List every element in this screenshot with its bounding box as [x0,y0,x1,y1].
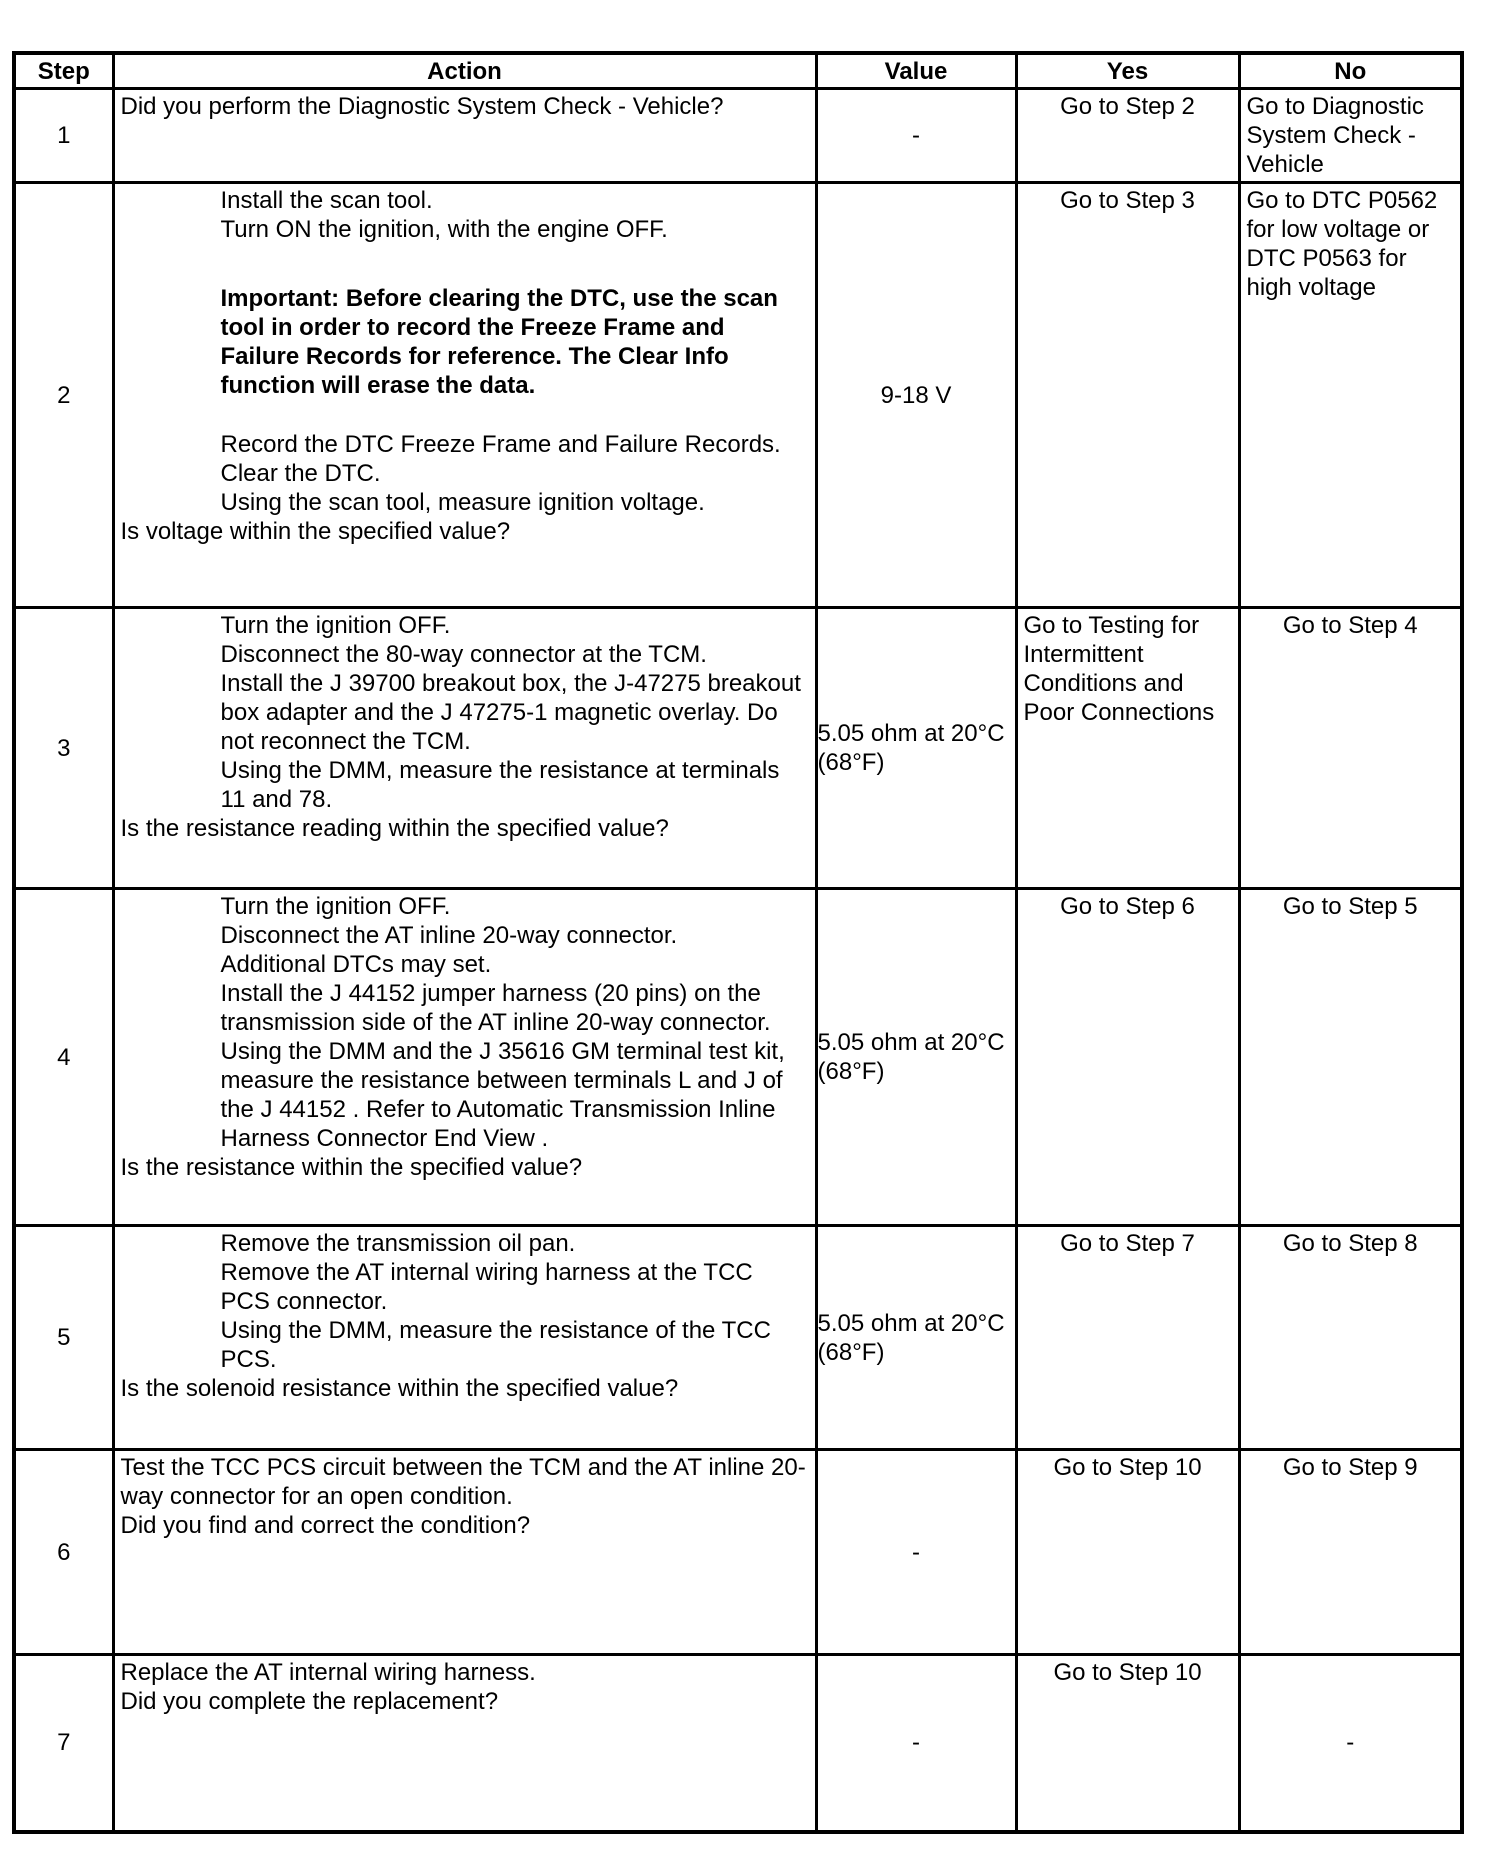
action-line: Turn the ignition OFF. [220,893,451,920]
action-line: Disconnect the 80-way connector at the TCM. [220,641,707,668]
value-cell [816,1226,1016,1450]
action-line: Using the DMM and the J 35616 GM terminal test kit, measure the resistance between terminals L and J of the J 44152 . Refer to Automatic Transmission Inline Harness Connector End View . [220,1038,785,1152]
action-cell [113,1655,816,1832]
diagnostic-table [12,51,1464,1834]
action-cell [113,183,816,608]
step-number: 6 [14,1450,113,1655]
value-text: 5.05 ohm at 20°C (68°F) [817,1029,1005,1085]
table-row [14,1655,1462,1832]
important-note: Important: Before clearing the DTC, use the scan tool in order to record the Freeze Frame and Failure Records for reference. The Clear Info function will erase the data. [220,285,778,399]
value-cell [816,889,1016,1226]
action-text: Test the TCC PCS circuit between the TCM and the AT inline 20-way connector for an open condition. [120,1454,806,1510]
no-cell [1239,1450,1462,1655]
header-action: Action [113,53,816,89]
value-cell [816,608,1016,889]
no-cell [1239,89,1462,183]
table-row [14,608,1462,889]
step-number: 3 [14,608,113,889]
no-cell [1239,1226,1462,1450]
yes-link[interactable]: Go to Step 3 [1060,187,1195,214]
yes-cell [1016,889,1239,1226]
value-text: 5.05 ohm at 20°C (68°F) [817,1309,1005,1366]
no-link[interactable]: Go to Step 8 [1282,1230,1418,1257]
yes-link[interactable]: Go to Step 7 [1060,1230,1195,1257]
yes-link[interactable]: Go to Step 6 [1060,893,1195,920]
action-line: Install the J 39700 breakout box, the J-47275 breakout box adapter and the J 47275-1 magnetic overlay. Do not reconnect the TCM. [220,670,801,755]
action-line: Using the DMM, measure the resistance of the TCC PCS. [220,1317,771,1373]
action-line: Clear the DTC. [220,460,381,487]
action-line: Disconnect the AT inline 20-way connector. [220,922,678,949]
yes-link[interactable]: Go to Step 10 [1053,1454,1202,1481]
no-link[interactable]: Go to Diagnostic System Check - Vehicle [1246,93,1424,178]
table-row [14,183,1462,608]
header-step: Step [14,53,113,89]
action-line: Turn ON the ignition, with the engine OFF. [220,216,668,243]
no-cell [1239,608,1462,889]
action-cell [113,889,816,1226]
step-number: 4 [14,889,113,1226]
yes-cell [1016,1655,1239,1832]
header-value: Value [816,53,1016,89]
table-row [14,1226,1462,1450]
action-question: Did you perform the Diagnostic System Check - Vehicle? [120,93,724,120]
table-row [14,889,1462,1226]
yes-link[interactable]: Go to Step 10 [1053,1659,1202,1686]
header-row [14,53,1462,89]
no-cell [1239,183,1462,608]
action-line: Record the DTC Freeze Frame and Failure Records. [220,431,781,458]
action-question: Is the resistance reading within the specified value? [120,815,669,842]
action-question: Did you complete the replacement? [120,1688,499,1715]
step-number: 2 [14,183,113,608]
yes-link[interactable]: Go to Step 2 [1060,93,1195,120]
no-link[interactable]: Go to Step 4 [1282,612,1418,639]
header-yes: Yes [1016,53,1239,89]
table-row [14,89,1462,183]
no-cell [1239,889,1462,1226]
action-cell [113,89,816,183]
yes-cell [1016,1450,1239,1655]
action-line: Using the scan tool, measure ignition voltage. [220,489,705,516]
action-question: Is voltage within the specified value? [120,518,511,545]
yes-cell [1016,183,1239,608]
no-link[interactable]: Go to Step 9 [1282,1454,1418,1481]
action-text: Replace the AT internal wiring harness. [120,1659,536,1686]
no-cell: - [1239,1655,1462,1832]
action-line: Remove the AT internal wiring harness at the TCC PCS connector. [220,1259,753,1315]
step-number: 7 [14,1655,113,1832]
step-number: 5 [14,1226,113,1450]
value-text: 5.05 ohm at 20°C (68°F) [817,720,1005,776]
header-no: No [1239,53,1462,89]
yes-cell [1016,1226,1239,1450]
action-line: Install the J 44152 jumper harness (20 pins) on the transmission side of the AT inline 20-way connector. [220,980,771,1036]
action-cell [113,1450,816,1655]
value-cell: - [816,1450,1016,1655]
action-question: Is the resistance within the specified value? [120,1154,583,1181]
yes-cell [1016,89,1239,183]
action-line: Additional DTCs may set. [220,951,492,978]
action-line: Using the DMM, measure the resistance at terminals 11 and 78. [220,757,780,813]
action-line: Install the scan tool. [220,187,433,214]
value-cell: - [816,89,1016,183]
action-question: Did you find and correct the condition? [120,1512,531,1539]
yes-link[interactable]: Go to Testing for Intermittent Conditions and Poor Connections [1023,612,1215,726]
no-link[interactable]: Go to DTC P0562 for low voltage or DTC P0563 for high voltage [1246,187,1438,301]
action-cell [113,608,816,889]
no-link[interactable]: Go to Step 5 [1282,893,1418,920]
action-line: Turn the ignition OFF. [220,612,451,639]
action-line: Remove the transmission oil pan. [220,1230,576,1257]
value-cell: - [816,1655,1016,1832]
action-cell [113,1226,816,1450]
yes-cell [1016,608,1239,889]
step-number: 1 [14,89,113,183]
table-row [14,1450,1462,1655]
value-cell: 9-18 V [816,183,1016,608]
action-question: Is the solenoid resistance within the specified value? [120,1375,679,1402]
